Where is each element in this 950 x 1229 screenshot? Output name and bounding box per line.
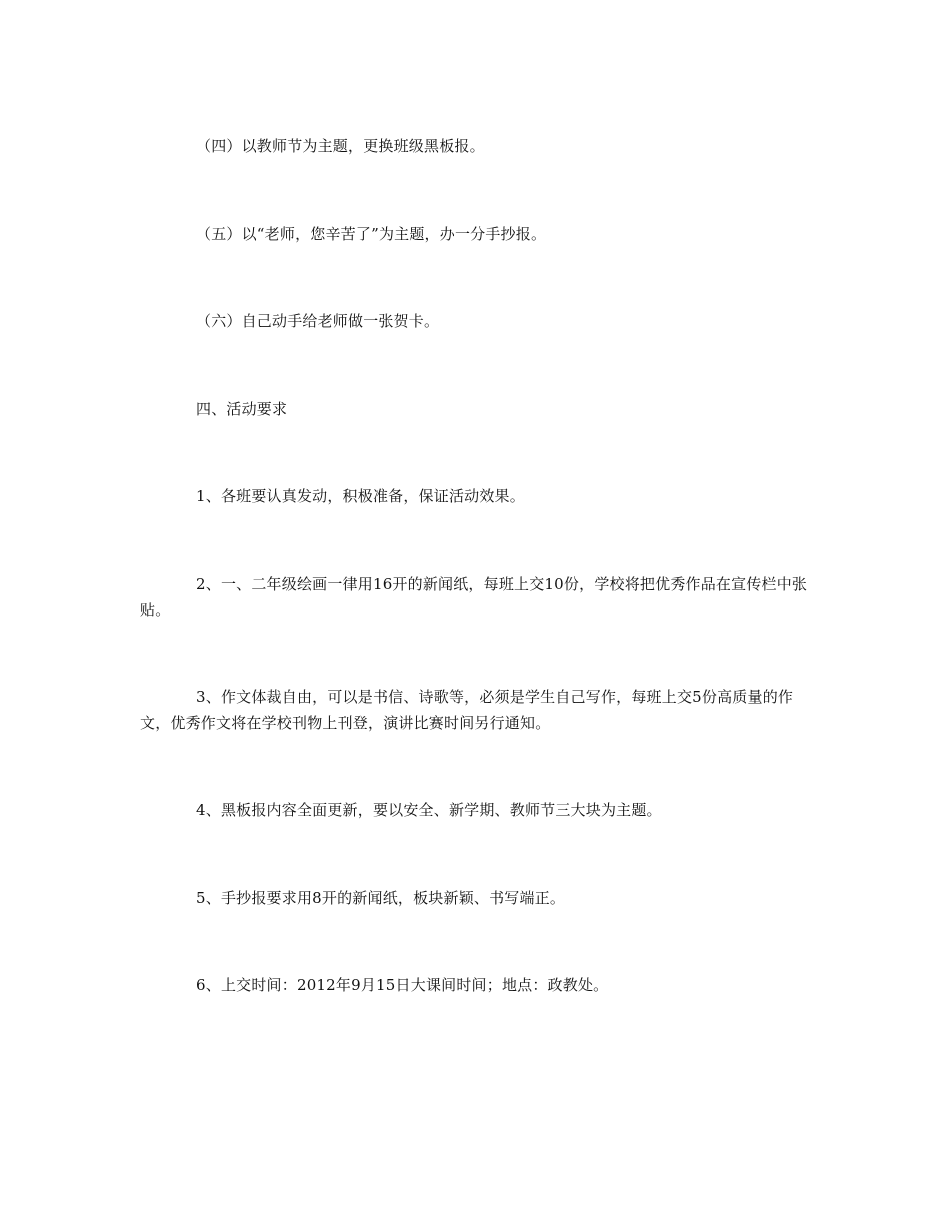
requirement-1: 1、各班要认真发动，积极准备，保证活动效果。 xyxy=(196,487,525,505)
requirement-5: 5、手抄报要求用8开的新闻纸，板块新颖、书写端正。 xyxy=(196,889,566,907)
section-heading-requirements: 四、活动要求 xyxy=(196,400,288,418)
requirement-4: 4、黑板报内容全面更新，要以安全、新学期、教师节三大块为主题。 xyxy=(196,801,662,819)
requirement-6: 6、上交时间：2012年9月15日大课间时间；地点：政教处。 xyxy=(196,976,609,994)
paragraph-item-4: （四）以教师节为主题，更换班级黑板报。 xyxy=(196,137,485,155)
requirement-2: 2、一、二年级绘画一律用16开的新闻纸，每班上交10份，学校将把优秀作品在宣传栏中张贴。 xyxy=(140,575,808,619)
paragraph-item-5: （五）以“老师，您辛苦了”为主题，办一分手抄报。 xyxy=(196,225,547,243)
requirement-3: 3、作文体裁自由，可以是书信、诗歌等，必须是学生自己写作，每班上交5份高质量的作文，优秀作文将在学校刊物上刊登，演讲比赛时间另行通知。 xyxy=(140,688,794,732)
paragraph-item-6: （六）自己动手给老师做一张贺卡。 xyxy=(196,312,440,330)
